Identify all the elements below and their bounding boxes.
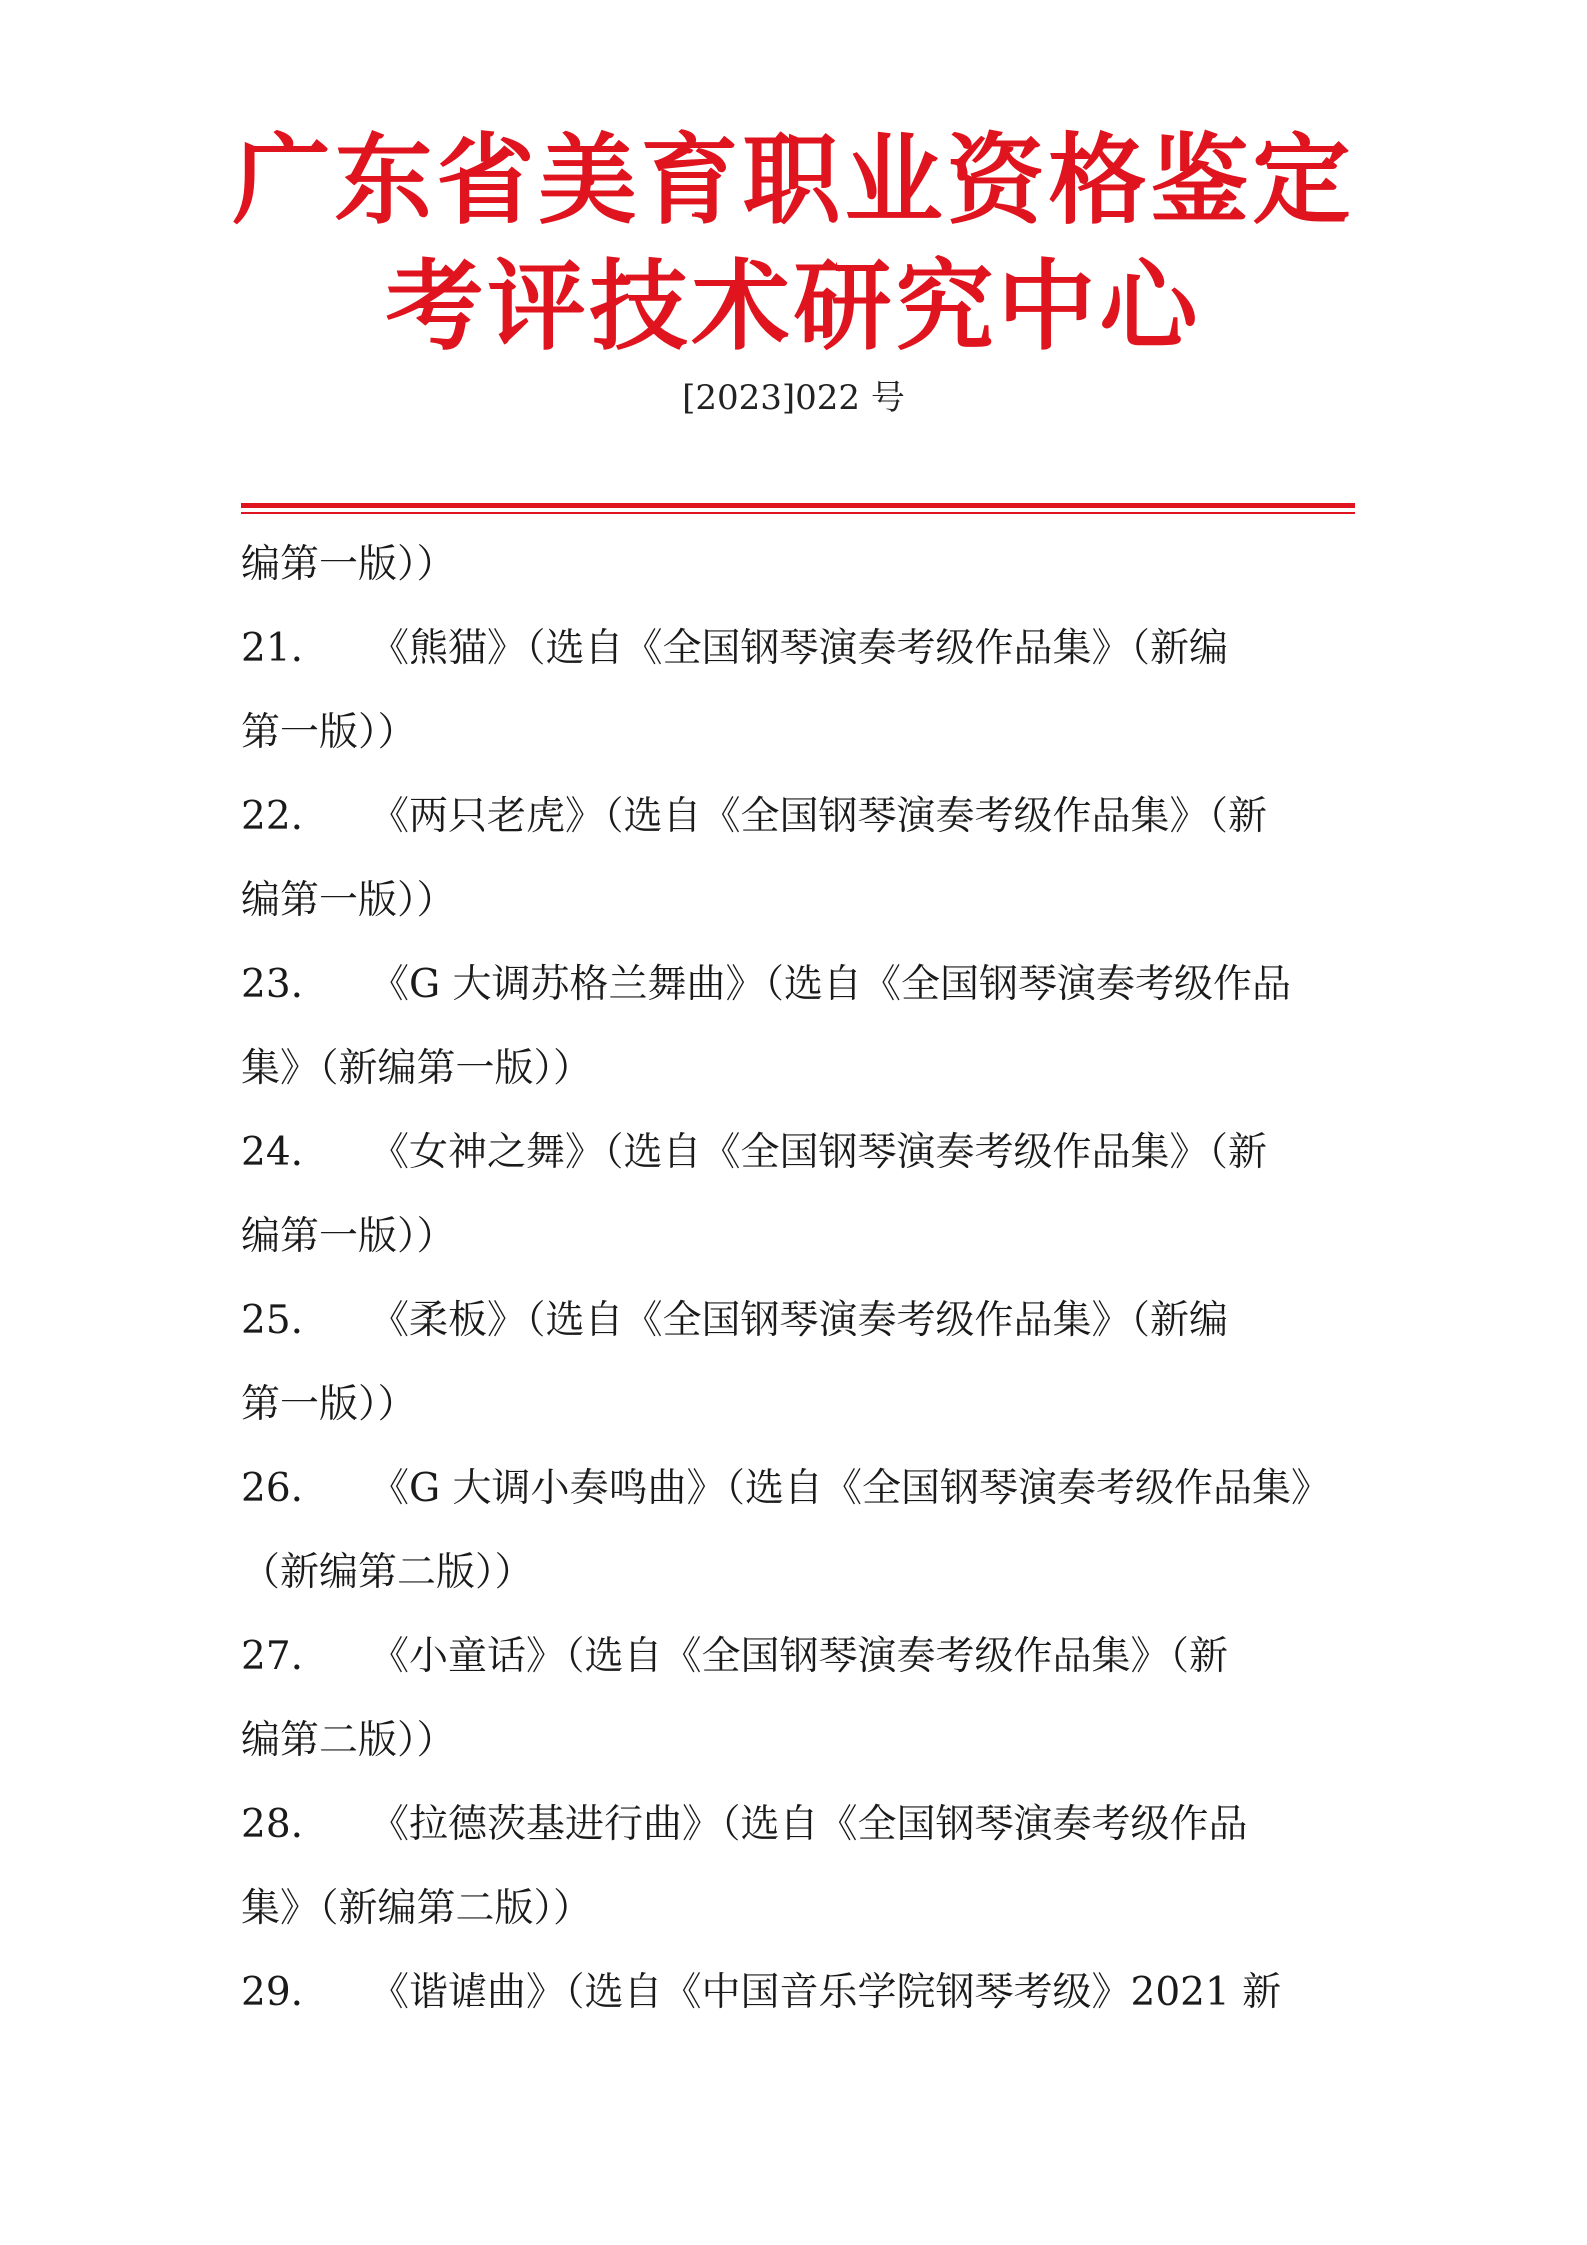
item-text: 《两只老虎》（选自《全国钢琴演奏考级作品集》（新 [370,794,1268,839]
document-number: [2023]022 号 [682,378,905,418]
item-text: 《女神之舞》（选自《全国钢琴演奏考级作品集》（新 [370,1130,1268,1175]
item-number: 26. [241,1466,304,1511]
item-text: 《拉德茨基进行曲》（选自《全国钢琴演奏考级作品 [370,1802,1248,1847]
list-item-25 [241,1279,1355,1363]
list-item-24 [241,1111,1355,1195]
item-number: 29. [241,1970,304,2015]
item-number: 28. [241,1802,304,1847]
item-number: 23. [241,962,304,1007]
item-number: 25. [241,1298,304,1343]
item-number: 22. [241,794,304,839]
list-item-22 [241,775,1355,859]
list-item-29 [241,1951,1355,2035]
item-text: 《G 大调小奏鸣曲》（选自《全国钢琴演奏考级作品集》 [370,1466,1331,1511]
item-number: 27. [241,1634,304,1679]
item-text: 《小童话》（选自《全国钢琴演奏考级作品集》（新 [370,1634,1229,1679]
list-item-21 [241,607,1355,691]
item-number: 24. [241,1130,304,1175]
list-continuation-line: 编第一版）） [241,542,456,587]
header-divider-thick [241,503,1355,508]
document-title-line-1: 广东省美育职业资格鉴定 [232,124,1355,238]
item-text: 《谐谑曲》（选自《中国音乐学院钢琴考级》2021 新 [370,1970,1282,2015]
list-item-26-continuation: （新编第二版）） [241,1550,534,1595]
item-text: 《G 大调苏格兰舞曲》（选自《全国钢琴演奏考级作品 [370,962,1292,1007]
item-number: 21. [241,626,304,671]
list-item-21-continuation: 第一版）） [241,710,417,755]
list-item-23-continuation: 集》（新编第一版）） [241,1046,593,1091]
item-text: 《熊猫》（选自《全国钢琴演奏考级作品集》（新编 [370,626,1229,671]
repertoire-list [241,523,1355,2035]
list-item-28 [241,1783,1355,1867]
list-item-28-continuation: 集》（新编第二版）） [241,1886,593,1931]
list-item-27-continuation: 编第二版）） [241,1718,456,1763]
document-title-line-2: 考评技术研究中心 [385,250,1202,364]
list-item-27 [241,1615,1355,1699]
list-item-22-continuation: 编第一版）） [241,878,456,923]
list-item-26 [241,1447,1355,1531]
item-text: 《柔板》（选自《全国钢琴演奏考级作品集》（新编 [370,1298,1229,1343]
list-item-24-continuation: 编第一版）） [241,1214,456,1259]
list-item-25-continuation: 第一版）） [241,1382,417,1427]
header-divider-thin [241,512,1355,514]
list-item-23 [241,943,1355,1027]
